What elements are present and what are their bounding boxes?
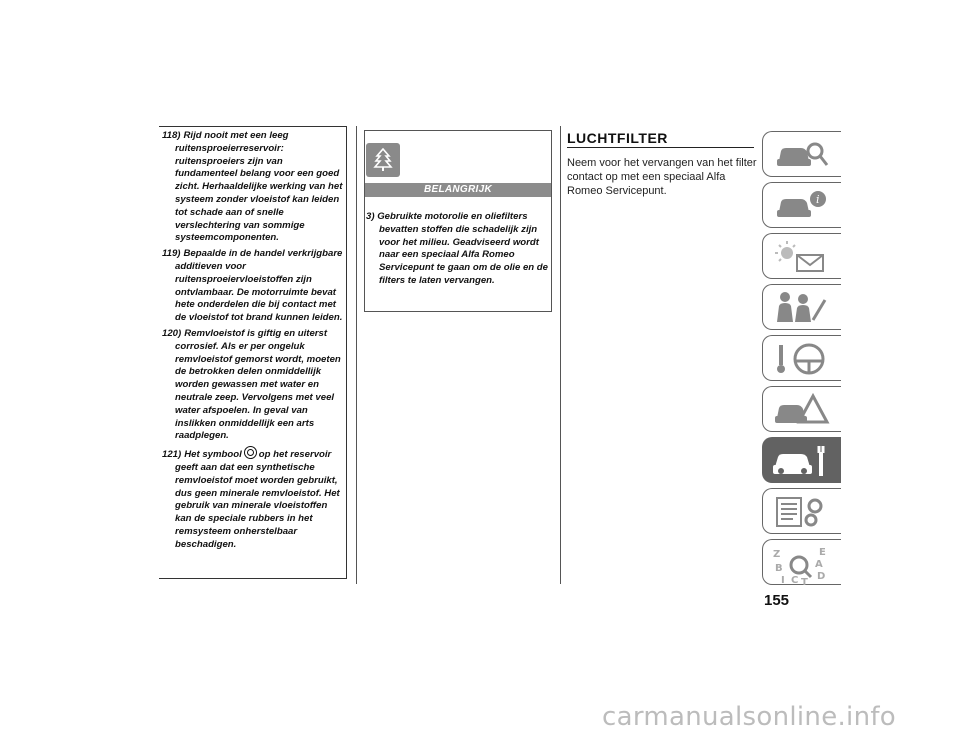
tab-technical-data[interactable] [762, 488, 841, 534]
tab-car-info[interactable] [762, 182, 841, 228]
svg-text:I: I [781, 575, 785, 585]
column-divider-2 [560, 126, 561, 584]
warning-item-120: 120) Remvloeistof is giftig en uiterst corrosief. Als er per ongeluk remvloeistof gemorst wordt, moeten de betrokken delen onmiddellijk worden gewassen met water en neutrale zeep. Vervolgens met veel water afspoelen. In geval van inslikken onmiddellijk een arts raadplegen. [162, 327, 341, 442]
svg-text:C: C [791, 575, 799, 585]
index-icon [771, 545, 831, 585]
svg-text:B: B [775, 563, 783, 574]
warnings-list [162, 130, 346, 555]
seatbelt-airbag-icon [771, 290, 831, 326]
svg-text:i: i [816, 193, 820, 206]
environment-tree-icon [366, 143, 400, 177]
brake-fluid-symbol-icon [244, 446, 257, 459]
watermark: carmanualsonline.info [602, 702, 897, 732]
important-label: BELANGRIJK [365, 183, 551, 197]
column-divider-1 [356, 126, 357, 584]
tab-car-search[interactable] [762, 131, 841, 177]
svg-text:A: A [815, 559, 823, 570]
tab-emergency[interactable] [762, 386, 841, 432]
tab-warning-lights[interactable] [762, 233, 841, 279]
svg-text:Z: Z [773, 549, 781, 560]
important-text: 3) Gebruikte motorolie en oliefilters bevatten stoffen die schadelijk zijn voor het milieu. Geadviseerd wordt naar een speciaal Alfa Romeo Servicepunt te gaan om de olie en de filters te laten vervangen. [366, 211, 549, 286]
svg-text:D: D [817, 571, 826, 582]
car-info-icon [771, 188, 831, 224]
tab-index[interactable] [762, 539, 841, 585]
section-body: Neem voor het vervangen van het filter contact op met een speciaal Alfa Romeo Servicepunt. [567, 157, 757, 197]
technical-data-icon [771, 494, 831, 530]
emergency-icon [771, 392, 831, 428]
car-search-icon [771, 137, 831, 173]
section-title: LUCHTFILTER [567, 130, 754, 148]
warning-item-121: 121) Het symbool op het reservoir geeft aan dat een synthetische remvloeistof moet worden gebruikt, dus geen minerale remvloeistof. Het gebruik van minerale vloeistoffen kan de speciale rubbers in het remsysteem onherstelbaar beschadigen. [162, 446, 346, 551]
tab-starting-driving[interactable] [762, 335, 841, 381]
tab-maintenance[interactable] [762, 437, 841, 483]
page-number: 155 [764, 592, 790, 609]
svg-text:E: E [819, 547, 826, 558]
tab-safety[interactable] [762, 284, 841, 330]
warning-item-119: 119) Bepaalde in de handel verkrijgbare additieven voor ruitensproeiervloeistoffen zijn ontvlambaar. De motorruimte bevat hete onderdelen die bij contact met de vloeistof tot brand kunnen leiden. [162, 248, 343, 324]
svg-text:T: T [801, 577, 808, 585]
warning-lights-icon [771, 239, 831, 275]
warning-item-118: 118) Rijd nooit met een leeg ruitensproeierreservoir: ruitensproeiers zijn van fundamenteel belang voor een goed zicht. Herhaaldelijke werking van het systeem zonder vloeistof kan leiden tot schade aan of snelle verslechtering van sommige systeemcomponenten. [162, 130, 343, 244]
car-maintenance-icon [771, 443, 831, 479]
steering-wheel-icon [771, 341, 831, 377]
